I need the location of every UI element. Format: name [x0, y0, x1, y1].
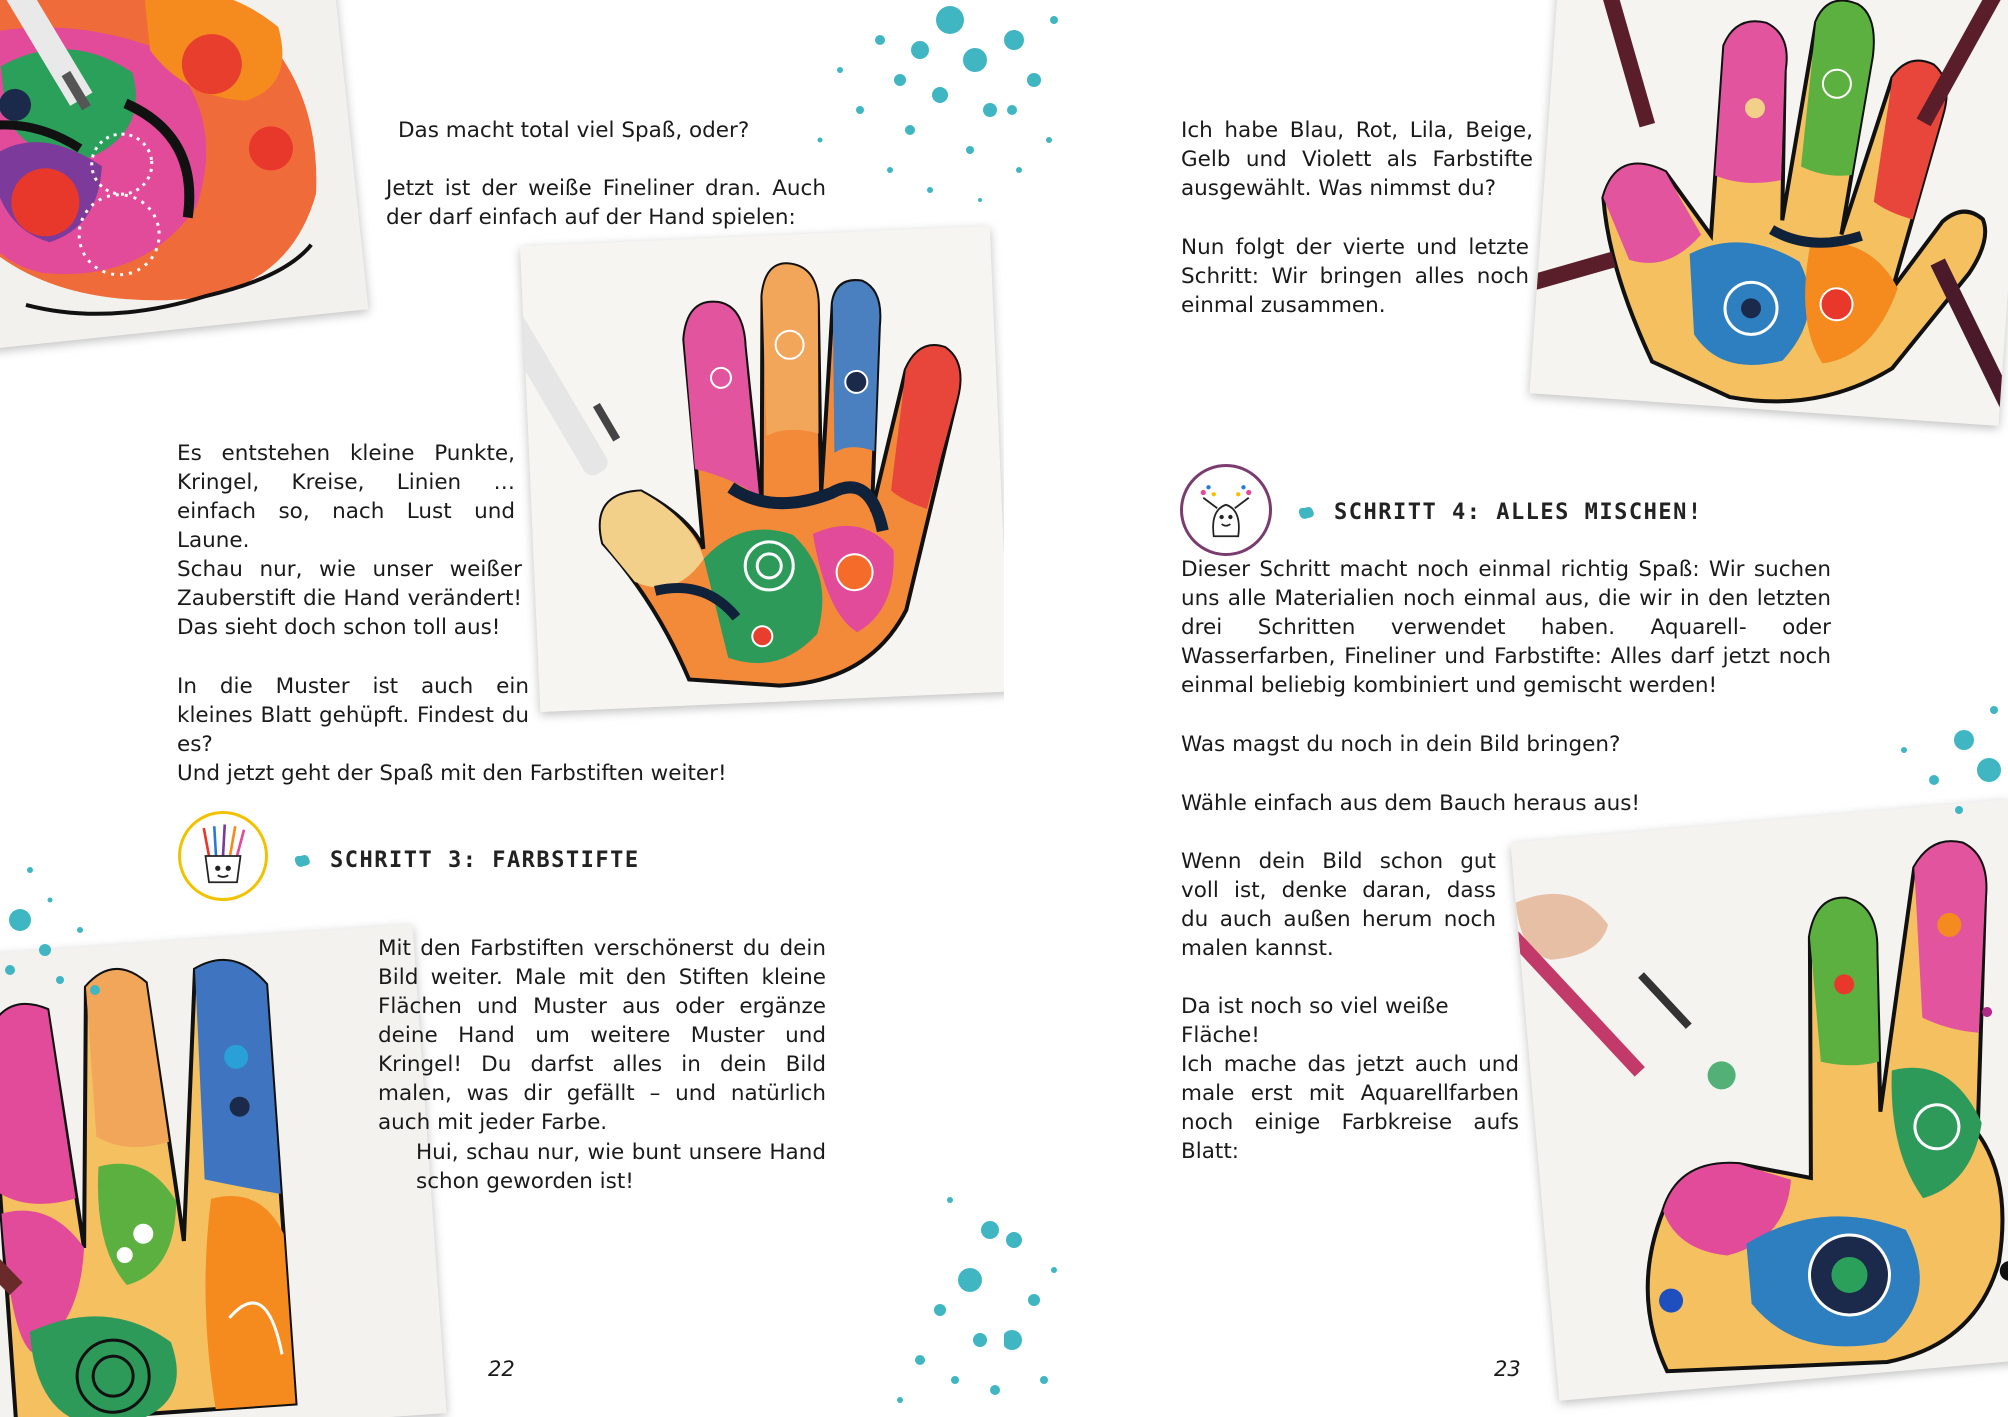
paragraph-hui: Hui, schau nur, wie bunt unsere Hand schon geworden ist!: [416, 1140, 826, 1194]
hand-pencils-top-image: [1530, 0, 2008, 426]
page-number-right: 23: [1494, 1357, 1521, 1381]
teal-splash-decoration-5: [1864, 670, 2008, 830]
paragraph-step4-intro: Nun folgt der vierte und letzte Schritt: Wir bringen alles noch einmal zusammen.: [1181, 235, 1529, 318]
paragraph-bauch: Wähle einfach aus dem Bauch heraus aus!: [1181, 791, 1641, 816]
heading-step-4-label: SCHRITT 4: ALLES MISCHEN!: [1334, 500, 1703, 525]
teal-splash-decoration-4: [1004, 0, 1124, 200]
page-number-left: 22: [488, 1357, 515, 1381]
watercolor-closeup-image: [0, 0, 368, 349]
photo-hand-white-fineliner: [520, 226, 1004, 712]
paragraph-colors: Ich habe Blau, Rot, Lila, Beige, Gelb und Violett als Farbstifte ausgewählt. Was nimmst du?: [1181, 118, 1533, 201]
teal-splash-decoration-6: [1004, 1180, 1124, 1417]
teal-splash-decoration-2: [0, 830, 120, 1030]
paragraph-farbstifte: Mit den Farbstiften verschönerst du dein Bild weiter. Male mit den Stiften kleine Flächen und Muster aus oder ergänze deine Hand um weitere Muster und Kringel! Du darfst alles in dein Bild malen, was dir gefällt – und natürlich auch mit jeder Farbe.: [378, 936, 826, 1135]
teal-splat-icon: [292, 853, 312, 869]
photo-watercolor-closeup: [0, 0, 368, 349]
paragraph-weiter: Und jetzt geht der Spaß mit den Farbstiften weiter!: [177, 761, 727, 786]
teal-splash-decoration-3: [880, 1170, 1004, 1417]
paragraph-question: Was magst du noch in dein Bild bringen?: [1181, 732, 1621, 757]
hand-brush-image: [1511, 799, 2008, 1400]
paragraph-blatt: In die Muster ist auch ein kleines Blatt gehüpft. Findest du es?: [177, 674, 529, 757]
paragraph-aquarell: Ich mache das jetzt auch und male erst mit Aquarellfarben noch einige Farbkreise aufs Blatt:: [1181, 1052, 1519, 1164]
page-right: [1004, 0, 2008, 1417]
paragraph-dots: Es entstehen kleine Punkte, Kringel, Kreise, Linien … einfach so, nach Lust und Laune.: [177, 441, 515, 553]
paragraph-weiss: Da ist noch so viel weiße Fläche!: [1181, 994, 1449, 1048]
hand-white-fineliner-image: [520, 226, 1004, 712]
paint-mascot-icon: [1180, 464, 1272, 556]
paragraph-fineliner: Jetzt ist der weiße Fineliner dran. Auch der darf einfach auf der Hand spielen:: [386, 176, 826, 230]
heading-step-3-label: SCHRITT 3: FARBSTIFTE: [330, 848, 640, 873]
photo-hand-brush: [1511, 799, 2008, 1400]
paragraph-intro: Das macht total viel Spaß, oder?: [398, 118, 750, 143]
paragraph-mischen: Dieser Schritt macht noch einmal richtig Spaß: Wir suchen uns alle Materialien noch einmal aus, die wir in den letzten drei Schritten verwendet haben. Aquarell- oder Wasserfarben, Fineliner und Farbstifte: Alles darf jetzt noch einmal beliebig kombiniert und gemischt werden!: [1181, 557, 1831, 698]
paragraph-zauberstift: Schau nur, wie unser weißer Zauberstift die Hand verändert! Das sieht doch schon toll aus!: [177, 557, 522, 640]
pencil-cup-mascot-icon: [178, 811, 268, 901]
heading-step-3: [292, 848, 640, 873]
photo-hand-pencils-top: [1530, 0, 2008, 426]
heading-step-4: [1296, 500, 1703, 525]
teal-splash-decoration: [780, 0, 1004, 230]
paragraph-voll: Wenn dein Bild schon gut voll ist, denke daran, dass du auch außen herum noch malen kannst.: [1181, 849, 1496, 961]
teal-splat-icon: [1296, 505, 1316, 521]
